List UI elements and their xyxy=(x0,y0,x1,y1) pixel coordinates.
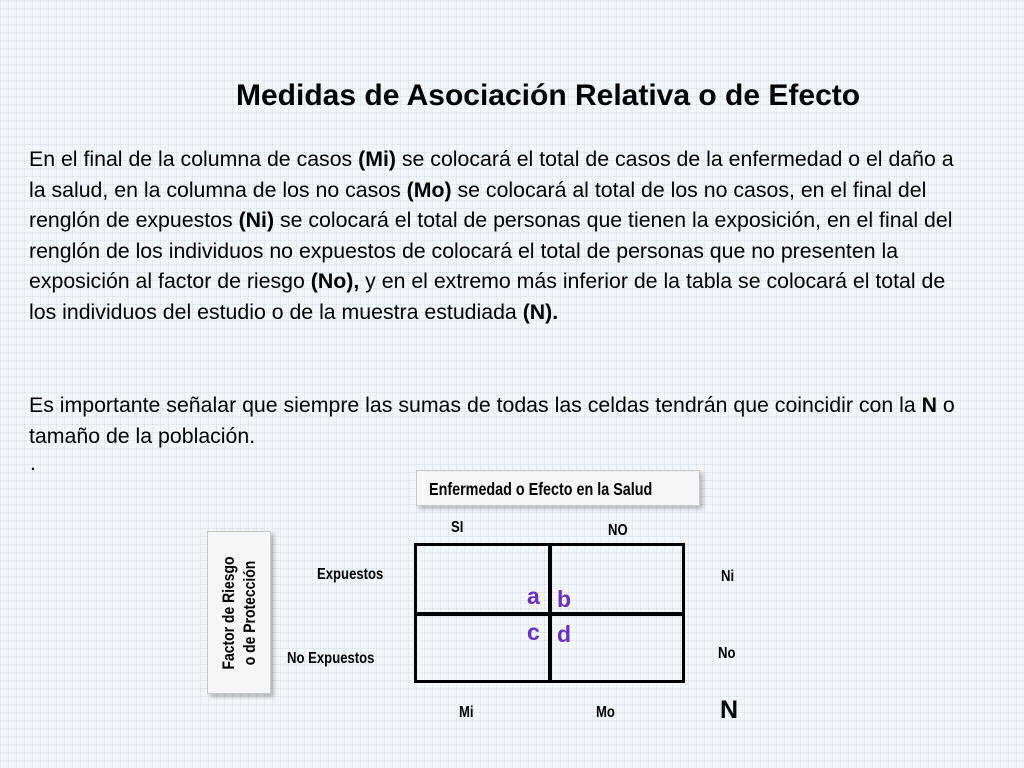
column-header-no: NO xyxy=(608,522,628,539)
factor-label-line2: o de Protección xyxy=(240,560,259,665)
paragraph2-run-0: Es importante señalar que siempre las sumas de todas las celdas tendrán que coincidir con la xyxy=(29,393,922,417)
paragraph-sum-note xyxy=(29,390,969,451)
disease-effect-header-label: Enfermedad o Efecto en la Salud xyxy=(429,479,653,499)
contingency-table-grid xyxy=(414,543,685,683)
cell-a-label: a xyxy=(527,583,540,609)
row-header-no-expuestos: No Expuestos xyxy=(287,650,375,667)
slide-title: Medidas de Asociación Relativa o de Efecto xyxy=(236,79,861,112)
paragraph2-run-2: o tamaño de la población. xyxy=(29,393,955,448)
column-header-si: SI xyxy=(451,519,464,536)
paragraph1-run-6: se colocará el total de personas que tienen la exposición, en el final del renglón de los individuos no expuestos de colocará el total de personas que no presenten la exposición al factor de riesgo xyxy=(29,208,953,293)
paragraph1-run-0: En el final de la columna de casos xyxy=(29,147,359,171)
trailing-dot: . xyxy=(30,452,36,475)
paragraph1-run-2: se colocará el total de casos de la enfermedad o el daño a la salud, en la columna de los no casos xyxy=(29,147,954,202)
paragraph1-run-3: (Mo) xyxy=(406,177,452,202)
grand-total-n: N xyxy=(720,696,739,724)
paragraph2-run-1: N xyxy=(921,393,937,417)
row-header-expuestos: Expuestos xyxy=(317,566,384,583)
cell-c-label: c xyxy=(527,619,540,645)
cell-d-label: d xyxy=(557,621,572,647)
disease-effect-header-box xyxy=(416,470,700,506)
paragraph1-run-4: se colocará al total de los no casos, en el final del renglón de expuestos xyxy=(29,177,927,232)
paragraph1-run-7: (No), xyxy=(310,269,360,293)
paragraph1-run-9: (N). xyxy=(522,299,559,324)
paragraph1-run-1: (Mi) xyxy=(358,147,396,171)
paragraph1-run-5: (Ni) xyxy=(238,208,275,232)
column-total-mi: Mi xyxy=(459,704,474,721)
paragraph-totals-explanation xyxy=(29,144,969,327)
factor-label-box xyxy=(207,531,271,694)
row-total-no: No xyxy=(718,645,736,662)
column-total-mo: Mo xyxy=(596,704,615,721)
paragraph1-run-8: y en el extremo más inferior de la tabla se colocará el total de los individuos del estudio o de la muestra estudiada xyxy=(29,269,946,324)
factor-label-line1: Factor de Riesgo xyxy=(219,555,238,670)
factor-label xyxy=(218,556,260,669)
cell-b-label: b xyxy=(557,586,572,612)
grid-horizontal-divider xyxy=(417,612,682,616)
row-total-ni: Ni xyxy=(721,568,735,585)
